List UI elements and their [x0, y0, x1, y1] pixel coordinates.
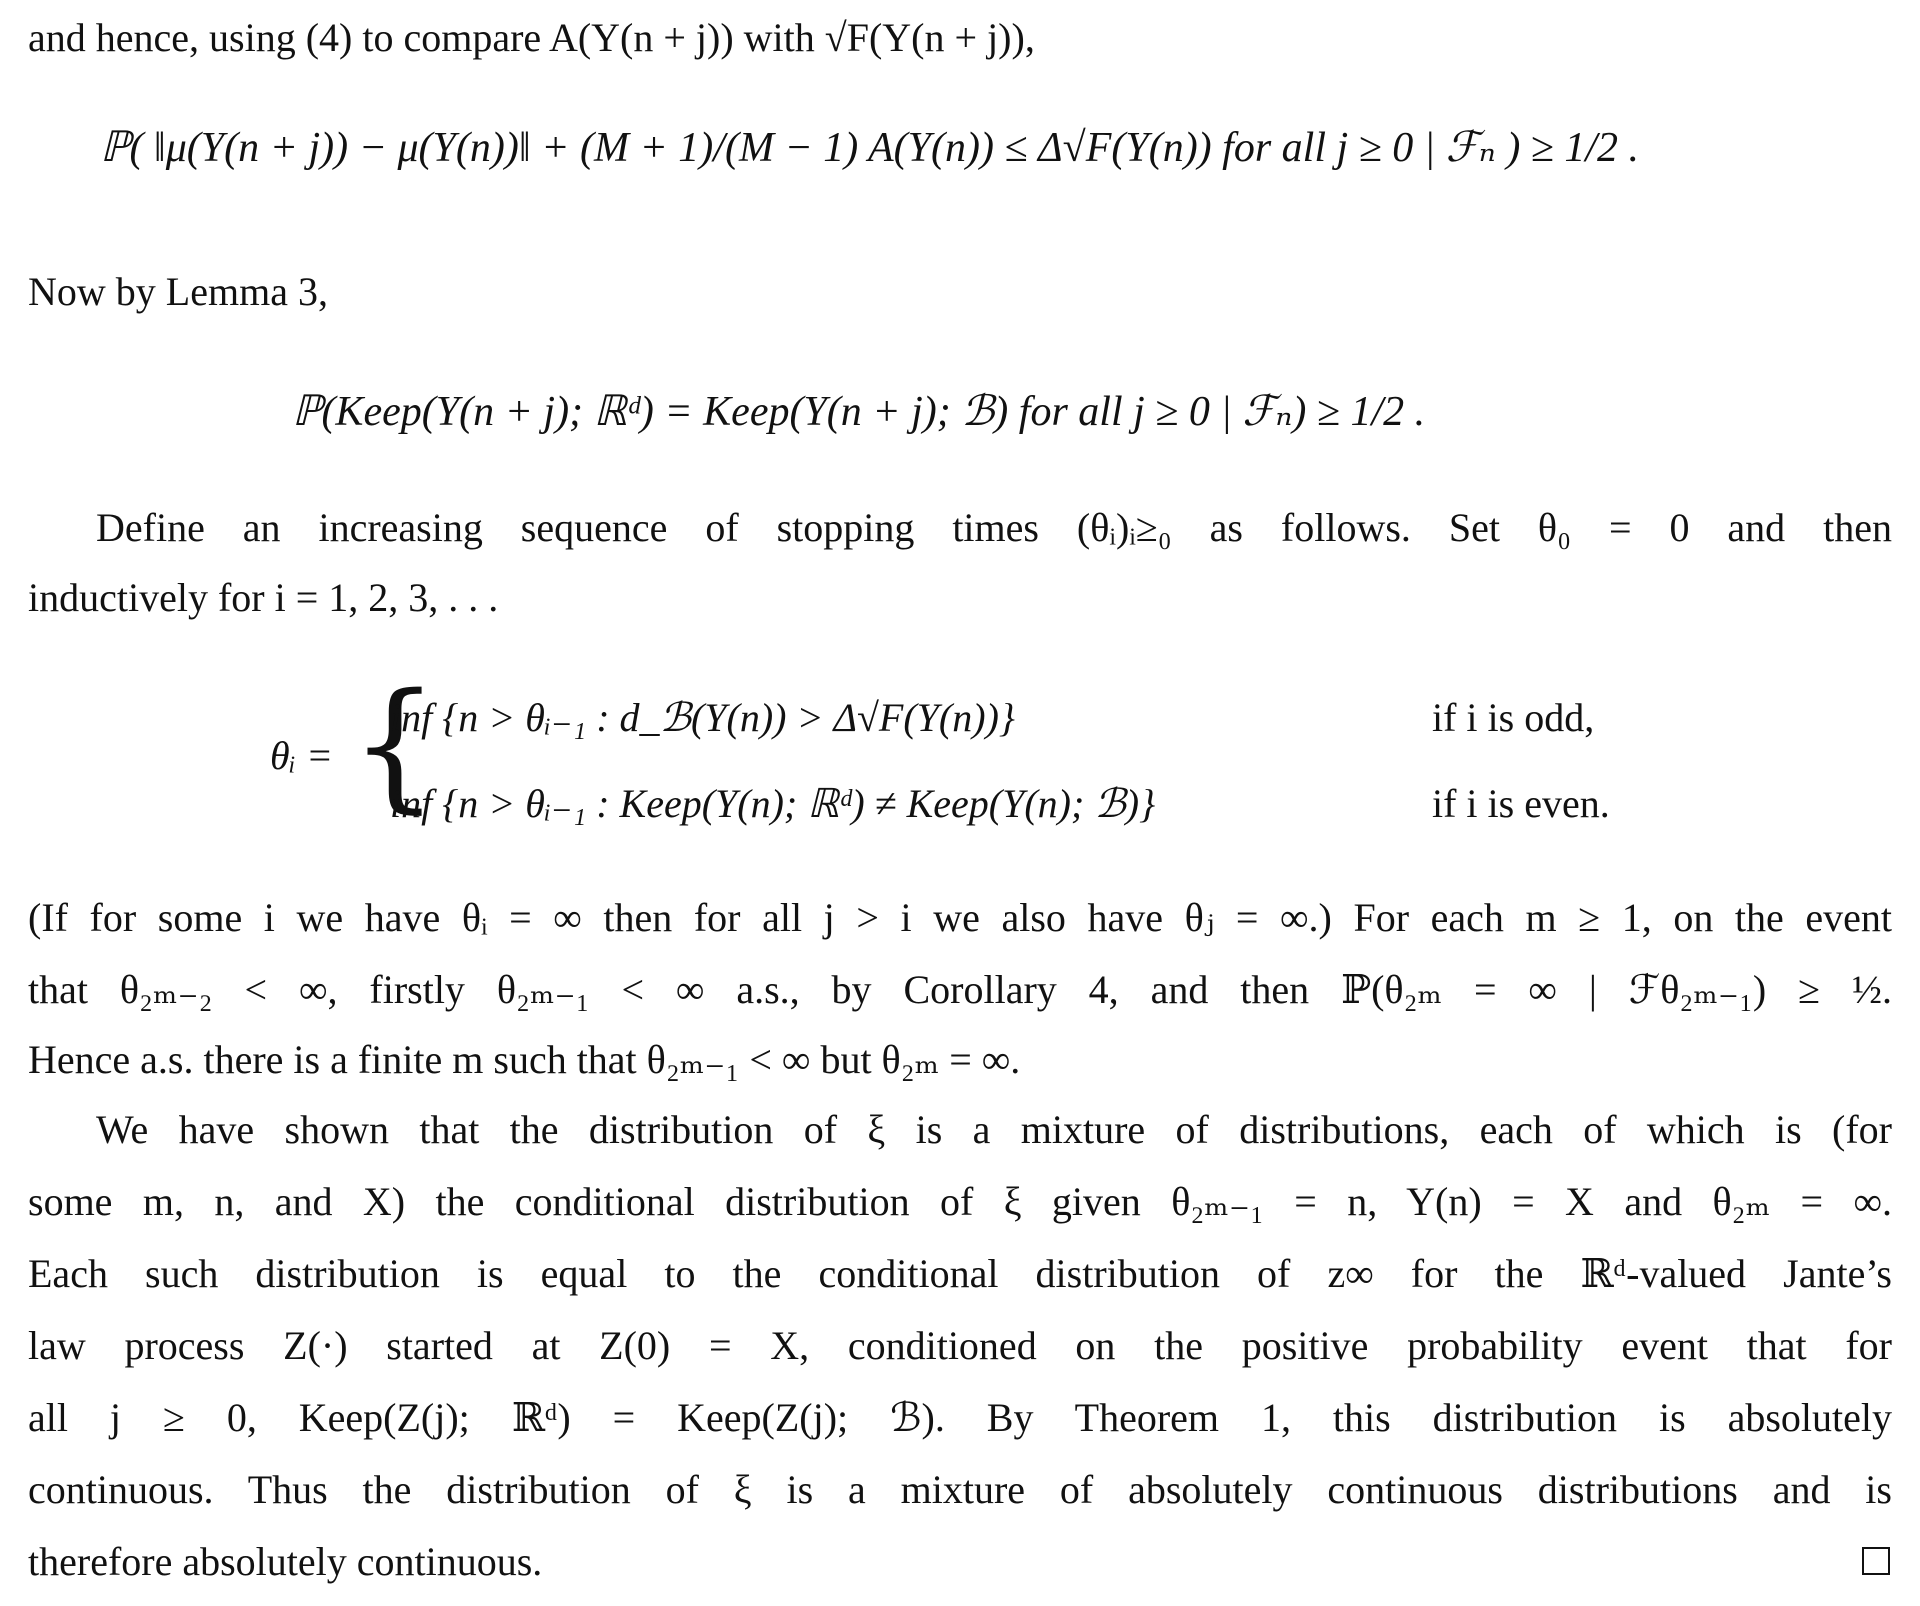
paragraph-3-line-6: continuous. Thus the distribution of ξ is a mixture of absolutely continuous distributions and is: [28, 1467, 1892, 1512]
equation-2: ℙ(Keep(Y(n + j); ℝᵈ) = Keep(Y(n + j); ℬ) for all j ≥ 0 | ℱₙ) ≥ 1/2 .: [292, 389, 1426, 435]
paragraph-2-line-2: that θ₂ₘ₋₂ < ∞, firstly θ₂ₘ₋₁ < ∞ a.s., by Corollary 4, and then ℙ(θ₂ₘ = ∞ | ℱθ₂ₘ₋₁) ≥ ½.: [28, 967, 1892, 1012]
paragraph-2-line-1: (If for some i we have θᵢ = ∞ then for all j > i we also have θⱼ = ∞.) For each m ≥ 1, on the event: [28, 895, 1892, 940]
paragraph-3-line-4: law process Z(·) started at Z(0) = X, conditioned on the positive probability event that for: [28, 1323, 1892, 1368]
paragraph-3-line-3: Each such distribution is equal to the conditional distribution of z∞ for the ℝᵈ-valued Jante’s: [28, 1251, 1892, 1296]
cases-brace: {: [350, 664, 440, 827]
qed-square-icon: [1862, 1547, 1890, 1575]
case-odd-condition: if i is odd,: [1432, 695, 1595, 740]
case-odd: inf {n > θᵢ₋₁ : d_ℬ(Y(n)) > Δ√F(Y(n))}: [390, 695, 1015, 740]
paragraph-1-line-2: inductively for i = 1, 2, 3, . . .: [28, 575, 499, 620]
equation-1: ℙ( ‖μ(Y(n + j)) − μ(Y(n))‖ + (M + 1)/(M − 1) A(Y(n)) ≤ Δ√F(Y(n)) for all j ≥ 0 | ℱₙ ) ≥ 1/2 .: [100, 125, 1640, 171]
case-even-condition: if i is even.: [1432, 781, 1610, 826]
paragraph-3-line-1: We have shown that the distribution of ξ is a mixture of distributions, each of which is (for: [96, 1107, 1892, 1152]
text-line-1: and hence, using (4) to compare A(Y(n + j)) with √F(Y(n + j)),: [28, 15, 1035, 60]
text-line-2: Now by Lemma 3,: [28, 269, 328, 314]
paragraph-3-line-5: all j ≥ 0, Keep(Z(j); ℝᵈ) = Keep(Z(j); ℬ). By Theorem 1, this distribution is absolutely: [28, 1395, 1892, 1440]
case-even: inf {n > θᵢ₋₁ : Keep(Y(n); ℝᵈ) ≠ Keep(Y(n); ℬ)}: [390, 781, 1156, 826]
paragraph-1-line-1: Define an increasing sequence of stopping times (θᵢ)ᵢ≥₀ as follows. Set θ₀ = 0 and then: [96, 505, 1892, 550]
paragraph-2-line-3: Hence a.s. there is a finite m such that θ₂ₘ₋₁ < ∞ but θ₂ₘ = ∞.: [28, 1037, 1021, 1082]
paragraph-3-line-2: some m, n, and X) the conditional distribution of ξ given θ₂ₘ₋₁ = n, Y(n) = X and θ₂ₘ = ∞.: [28, 1179, 1892, 1224]
cases-lhs: θᵢ =: [270, 733, 333, 778]
paragraph-3-line-7: therefore absolutely continuous.: [28, 1539, 543, 1584]
